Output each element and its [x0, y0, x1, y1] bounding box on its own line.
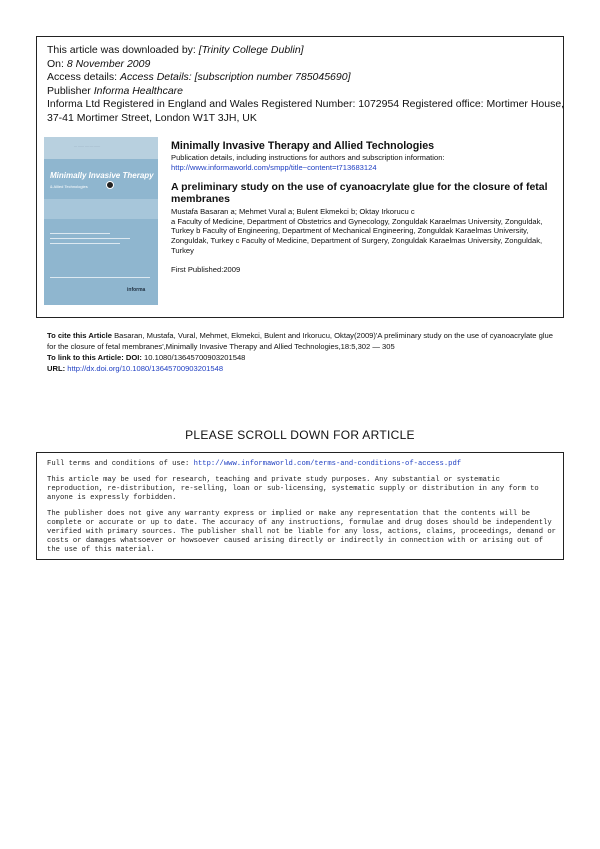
terms-url-link[interactable]: http://www.informaworld.com/terms-and-conditions-of-access.pdf: [193, 460, 462, 468]
affiliation-b: b Faculty of Engineering, Department of Mechanical Engineering, Zonguldak Karaelmas University, Zonguldak, Turkey: [171, 226, 529, 245]
publication-details-label: Publication details, including instructions for authors and subscription information:: [171, 153, 445, 162]
journal-title: Minimally Invasive Therapy and Allied Technologies: [171, 140, 435, 152]
cover-top-band: [44, 137, 158, 159]
publisher-value: Informa Healthcare: [93, 84, 183, 97]
download-date-value: 8 November 2009: [66, 57, 151, 70]
cover-logo-icon: [106, 181, 114, 189]
first-published: First Published:2009: [171, 265, 241, 275]
scroll-notice: PLEASE SCROLL DOWN FOR ARTICLE: [185, 428, 415, 442]
cover-volume-text: ··· ······ ···· ···· ······: [74, 144, 101, 148]
registration-line: Informa Ltd Registered in England and Wales Registered Number: 1072954 Registered office: Mortimer House,: [47, 98, 565, 111]
downloaded-by-label: This article was downloaded by:: [47, 44, 199, 56]
affiliation-a: a Faculty of Medicine, Department of Obstetrics and Gynecology, Zonguldak Karaelmas University, Zonguldak, Turkey: [171, 216, 543, 236]
terms-text: [47, 460, 557, 562]
access-details-label: Access details:: [47, 71, 120, 84]
publisher-label: Publisher: [47, 84, 94, 97]
cover-text-line: [50, 233, 110, 234]
article-info: [171, 140, 556, 275]
cover-subtitle: & Allied Technologies: [50, 184, 88, 189]
access-details-value: Access Details: [subscription number 785045690]: [119, 71, 351, 84]
cite-text: Basaran, Mustafa, Vural, Mehmet, Ekmekci, Bulent and Irkorucu, Oktay(2009)'A preliminary study on the use of cyanoacrylate glue for the closure of fetal membranes',Minimally Invasive Therapy and Allied Technologies,18:5,302 — 305: [47, 331, 553, 351]
cover-text-line: [50, 277, 150, 278]
citation-block: [47, 330, 562, 374]
article-authors: Mustafa Basaran a; Mehmet Vural a; Bulent Ekmekci b; Oktay Irkorucu c: [171, 207, 415, 217]
download-date-label: On:: [47, 57, 67, 70]
cover-middle-band: [44, 199, 158, 219]
affiliation-c: c Faculty of Medicine, Department of Surgery, Zonguldak Karaelmas University, Zonguldak, Turkey: [171, 235, 543, 255]
link-label: To link to this Article: DOI:: [47, 353, 142, 362]
downloaded-by-value: [Trinity College Dublin]: [198, 44, 304, 56]
cover-title: Minimally Invasive Therapy: [50, 171, 154, 180]
url-label: URL:: [47, 364, 66, 373]
doi-value: 10.1080/13645700903201548: [144, 353, 246, 362]
cover-text-line: [50, 243, 120, 244]
journal-url-link[interactable]: http://www.informaworld.com/smpp/title~content=t713683124: [171, 162, 377, 172]
cite-label: To cite this Article: [47, 331, 112, 340]
terms-label: Full terms and conditions of use:: [47, 460, 194, 468]
journal-cover-image: [44, 137, 158, 305]
terms-paragraph-usage: This article may be used for research, teaching and private study purposes. Any substantial or systematic reproduction, re-distribution, re-selling, loan or sub-licensing, systematic supply or distribution in any form to anyone is expressly forbidden.: [47, 476, 539, 502]
article-title: A preliminary study on the use of cyanoacrylate glue for the closure of fetal membranes: [171, 181, 548, 206]
download-info: [47, 44, 564, 126]
doi-url-link[interactable]: http://dx.doi.org/10.1080/13645700903201548: [67, 364, 224, 373]
address-line: 37-41 Mortimer Street, London W1T 3JH, UK: [47, 111, 257, 124]
terms-paragraph-disclaimer: The publisher does not give any warranty express or implied or make any representation that the contents will be complete or accurate or up to date. The accuracy of any instructions, formulae and drug doses should be independently verified with primary sources. The publisher shall not be liable for any loss, actions, claims, proceedings, demand or costs or damages whatsoever or howsoever caused arising directly or indirectly in connection with or arising out of the use of this material.: [47, 510, 556, 554]
cover-publisher-logo: informa: [127, 287, 146, 293]
cover-text-line: [50, 238, 130, 239]
